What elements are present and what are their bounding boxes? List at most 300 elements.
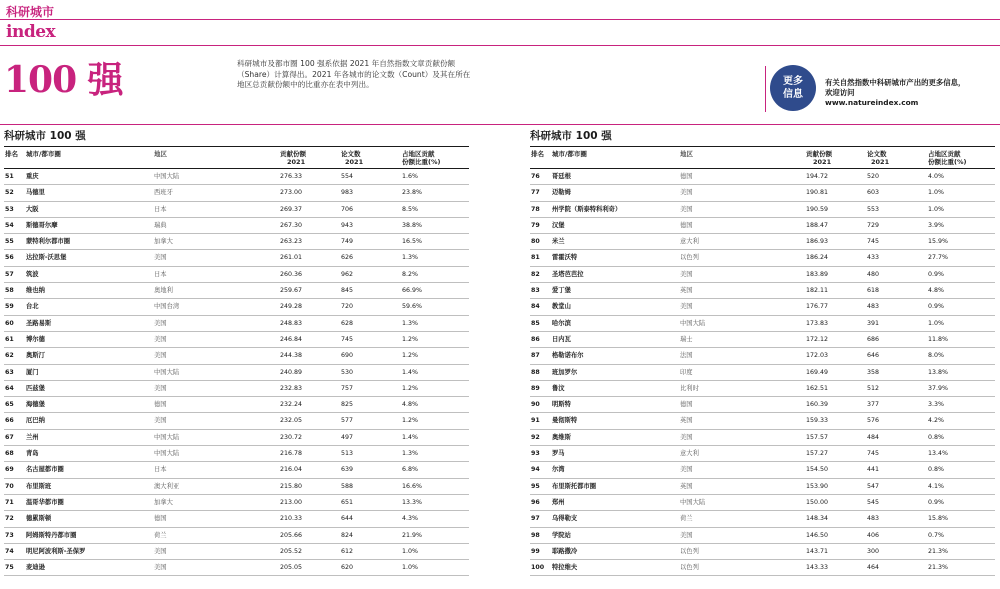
- cell-pct: 0.8%: [928, 433, 944, 441]
- table-row: [530, 544, 995, 560]
- cell-pct: 1.4%: [402, 368, 418, 376]
- cell-count: 745: [867, 450, 880, 458]
- cell-count: 530: [341, 368, 354, 376]
- cell-region: 美国: [680, 303, 693, 311]
- cell-pct: 21.9%: [402, 531, 423, 539]
- cell-count: 483: [867, 515, 880, 523]
- cell-region: 美国: [680, 205, 693, 213]
- table-row: [530, 430, 995, 446]
- cell-share: 205.52: [280, 547, 303, 555]
- cell-pct: 4.1%: [928, 482, 944, 490]
- header-pct-line1: 占地区贡献: [928, 150, 961, 158]
- cell-pct: 3.3%: [928, 401, 944, 409]
- cell-share: 261.01: [280, 254, 303, 262]
- cell-rank: 65: [5, 401, 14, 409]
- cell-share: 190.59: [806, 205, 829, 213]
- cell-rank: 62: [5, 352, 14, 360]
- cell-count: 433: [867, 254, 880, 262]
- cell-region: 加拿大: [154, 498, 173, 506]
- page-title: 100 强: [4, 59, 123, 101]
- table-row: [530, 218, 995, 234]
- cell-city: 圣路易斯: [26, 319, 52, 327]
- cell-pct: 0.9%: [928, 303, 944, 311]
- cell-rank: 97: [531, 515, 540, 523]
- cell-share: 148.34: [806, 515, 829, 523]
- cell-count: 480: [867, 270, 880, 278]
- table-row: [530, 283, 995, 299]
- cell-region: 德国: [154, 401, 167, 409]
- cell-region: 中国大陆: [154, 368, 180, 376]
- cell-pct: 4.8%: [402, 401, 418, 409]
- cell-city: 斯德哥尔摩: [26, 221, 58, 229]
- cell-pct: 8.2%: [402, 270, 418, 278]
- table-row: [530, 234, 995, 250]
- cell-region: 美国: [154, 547, 167, 555]
- cell-region: 瑞典: [154, 221, 167, 229]
- cell-rank: 56: [5, 254, 14, 262]
- cell-rank: 77: [531, 189, 540, 197]
- cell-pct: 59.6%: [402, 303, 423, 311]
- table-row: [530, 413, 995, 429]
- header-pct: [928, 151, 966, 166]
- cell-pct: 38.8%: [402, 221, 423, 229]
- table-row: [530, 381, 995, 397]
- cell-count: 513: [341, 450, 354, 458]
- table-row: [4, 413, 469, 429]
- cell-region: 美国: [680, 270, 693, 278]
- cell-pct: 0.9%: [928, 498, 944, 506]
- cell-count: 484: [867, 433, 880, 441]
- table-row: [530, 316, 995, 332]
- cell-share: 157.27: [806, 450, 829, 458]
- top-divider: [0, 19, 1000, 20]
- header-share-line1: 贡献份额: [280, 150, 306, 158]
- cell-city: 格勒诺布尔: [552, 352, 584, 360]
- cell-share: 150.00: [806, 498, 829, 506]
- cell-city: 厄巴纳: [26, 417, 45, 425]
- table-row: [4, 218, 469, 234]
- cell-pct: 4.0%: [928, 173, 944, 180]
- table-body: [4, 169, 469, 576]
- cell-count: 553: [867, 205, 880, 213]
- cell-pct: 21.3%: [928, 564, 949, 572]
- cell-share: 213.00: [280, 498, 303, 506]
- cell-region: 德国: [154, 515, 167, 523]
- cell-count: 626: [341, 254, 354, 262]
- cell-city: 马德里: [26, 189, 45, 197]
- table-row: [530, 397, 995, 413]
- cell-rank: 57: [5, 270, 14, 278]
- cell-rank: 98: [531, 531, 540, 539]
- cell-city: 奥维斯: [552, 433, 571, 441]
- cell-pct: 1.3%: [402, 254, 418, 262]
- cell-city: 雷霍沃特: [552, 254, 578, 262]
- table-row: [530, 479, 995, 495]
- cell-count: 483: [867, 303, 880, 311]
- header-share-line2: 2021: [813, 157, 832, 166]
- cell-pct: 1.0%: [928, 189, 944, 197]
- brand-label: 科研城市: [6, 5, 55, 19]
- cell-city: 维也纳: [26, 287, 45, 295]
- cell-rank: 95: [531, 482, 540, 490]
- cell-region: 比利时: [680, 384, 699, 392]
- cell-count: 646: [867, 352, 880, 360]
- cell-share: 240.89: [280, 368, 303, 376]
- cell-count: 720: [341, 303, 354, 311]
- cell-rank: 91: [531, 417, 540, 425]
- cell-city: 爱丁堡: [552, 287, 571, 295]
- cell-region: 美国: [154, 335, 167, 343]
- cell-pct: 1.0%: [402, 564, 418, 572]
- cell-rank: 67: [5, 433, 14, 441]
- cell-rank: 52: [5, 189, 14, 197]
- cell-region: 德国: [680, 173, 693, 180]
- ranking-table-left: [4, 129, 469, 576]
- more-info-badge-line1: 更多: [783, 76, 803, 87]
- cell-pct: 16.5%: [402, 238, 423, 246]
- cell-city: 奥斯汀: [26, 352, 45, 360]
- cell-share: 173.83: [806, 319, 829, 327]
- cell-rank: 68: [5, 450, 14, 458]
- table-row: [4, 511, 469, 527]
- cell-rank: 79: [531, 221, 540, 229]
- cell-rank: 51: [5, 173, 14, 180]
- header-region: 地区: [154, 150, 167, 158]
- cell-city: 耶路撒冷: [552, 547, 578, 555]
- cell-pct: 0.9%: [928, 270, 944, 278]
- cell-region: 法国: [680, 352, 693, 360]
- cell-count: 757: [341, 384, 354, 392]
- cell-city: 特拉维夫: [552, 564, 578, 572]
- cell-count: 464: [867, 564, 880, 572]
- more-info-badge-line2: 信息: [783, 89, 803, 100]
- cell-share: 172.12: [806, 335, 829, 343]
- cell-rank: 92: [531, 433, 540, 441]
- header-pct-line1: 占地区贡献: [402, 150, 435, 158]
- table-row: [530, 560, 995, 576]
- cell-count: 512: [867, 384, 880, 392]
- cell-share: 190.81: [806, 189, 829, 197]
- table-row: [530, 185, 995, 201]
- more-info-text: [825, 78, 995, 108]
- table-title: 科研城市 100 强: [530, 130, 612, 142]
- cell-rank: 93: [531, 450, 540, 458]
- cell-pct: 15.9%: [928, 238, 949, 246]
- cell-rank: 83: [531, 287, 540, 295]
- cell-rank: 75: [5, 564, 14, 572]
- table-row: [4, 446, 469, 462]
- cell-region: 美国: [154, 564, 167, 572]
- cell-count: 749: [341, 238, 354, 246]
- table-row: [4, 544, 469, 560]
- cell-region: 日本: [154, 466, 167, 474]
- cell-rank: 63: [5, 368, 14, 376]
- cell-share: 183.89: [806, 270, 829, 278]
- cell-region: 中国大陆: [154, 433, 180, 441]
- cell-region: 日本: [154, 205, 167, 213]
- cell-city: 曼彻斯特: [552, 417, 578, 425]
- cell-pct: 27.7%: [928, 254, 949, 262]
- cell-pct: 1.3%: [402, 319, 418, 327]
- cell-pct: 16.6%: [402, 482, 423, 490]
- cell-pct: 1.6%: [402, 173, 418, 180]
- cell-rank: 71: [5, 498, 14, 506]
- cell-rank: 86: [531, 335, 540, 343]
- cell-rank: 94: [531, 466, 540, 474]
- table-row: [4, 560, 469, 576]
- cell-city: 汉堡: [552, 221, 565, 229]
- cell-city: 班加罗尔: [552, 368, 578, 376]
- cell-count: 825: [341, 401, 354, 409]
- cell-rank: 54: [5, 221, 14, 229]
- cell-region: 日本: [154, 270, 167, 278]
- cell-pct: 1.0%: [928, 205, 944, 213]
- table-row: [530, 365, 995, 381]
- cell-region: 中国大陆: [154, 173, 180, 180]
- cell-rank: 60: [5, 319, 14, 327]
- cell-city: 大阪: [26, 205, 39, 213]
- cell-city: 明斯特: [552, 401, 571, 409]
- cell-region: 美国: [154, 254, 167, 262]
- cell-pct: 13.3%: [402, 498, 423, 506]
- cell-region: 中国大陆: [680, 498, 706, 506]
- cell-city: 德累斯顿: [26, 515, 52, 523]
- cell-region: 美国: [154, 384, 167, 392]
- header-share: [806, 151, 832, 166]
- cell-region: 德国: [680, 401, 693, 409]
- cell-rank: 59: [5, 303, 14, 311]
- cell-count: 612: [341, 547, 354, 555]
- cell-share: 146.50: [806, 531, 829, 539]
- cell-pct: 4.3%: [402, 515, 418, 523]
- cell-share: 246.84: [280, 335, 303, 343]
- cell-pct: 1.0%: [928, 319, 944, 327]
- cell-city: 阿姆斯特丹都市圈: [26, 531, 77, 539]
- header-count-line2: 2021: [345, 157, 364, 166]
- cell-city: 米兰: [552, 238, 565, 246]
- cell-rank: 76: [531, 173, 540, 180]
- cell-share: 188.47: [806, 221, 829, 229]
- table-body: [530, 169, 995, 576]
- cell-pct: 15.8%: [928, 515, 949, 523]
- cell-city: 海德堡: [26, 401, 45, 409]
- cell-rank: 74: [5, 547, 14, 555]
- cell-city: 青岛: [26, 450, 39, 458]
- cell-pct: 37.9%: [928, 384, 949, 392]
- cell-city: 台北: [26, 303, 39, 311]
- cell-city: 州学院（斯泰特科利奇）: [552, 205, 622, 213]
- header-city: 城市/都市圈: [26, 150, 61, 158]
- cell-count: 729: [867, 221, 880, 229]
- cell-region: 美国: [680, 466, 693, 474]
- cell-region: 中国大陆: [680, 319, 706, 327]
- cell-region: 以色列: [680, 254, 699, 262]
- cell-rank: 82: [531, 270, 540, 278]
- cell-share: 269.37: [280, 205, 303, 213]
- cell-pct: 66.9%: [402, 287, 423, 295]
- cell-region: 美国: [680, 433, 693, 441]
- cell-share: 216.78: [280, 450, 303, 458]
- cell-pct: 8.0%: [928, 352, 944, 360]
- cell-count: 644: [341, 515, 354, 523]
- cell-count: 391: [867, 319, 880, 327]
- cell-count: 377: [867, 401, 880, 409]
- cell-rank: 90: [531, 401, 540, 409]
- cell-share: 157.57: [806, 433, 829, 441]
- cell-city: 学院站: [552, 531, 571, 539]
- cell-share: 182.11: [806, 287, 829, 295]
- table-row: [4, 495, 469, 511]
- table-row: [530, 169, 995, 185]
- table-row: [4, 381, 469, 397]
- cell-city: 哥廷根: [552, 173, 571, 180]
- cell-pct: 1.2%: [402, 335, 418, 343]
- cell-region: 印度: [680, 368, 693, 376]
- cell-rank: 85: [531, 319, 540, 327]
- cell-city: 兰州: [26, 433, 39, 441]
- cell-region: 意大利: [680, 450, 699, 458]
- cell-city: 罗马: [552, 450, 565, 458]
- table-row: [4, 332, 469, 348]
- cell-rank: 78: [531, 205, 540, 213]
- cell-count: 745: [341, 335, 354, 343]
- more-info-line1: 有关自然指数中科研城市产出的更多信息，: [825, 78, 966, 87]
- cell-pct: 0.7%: [928, 531, 944, 539]
- cell-city: 达拉斯-沃思堡: [26, 254, 67, 262]
- cell-share: 205.05: [280, 564, 303, 572]
- ranking-table-right: [530, 129, 995, 576]
- cell-share: 276.33: [280, 173, 303, 180]
- cell-count: 824: [341, 531, 354, 539]
- cell-region: 意大利: [680, 238, 699, 246]
- cell-city: 教堂山: [552, 303, 571, 311]
- cell-share: 160.39: [806, 401, 829, 409]
- cell-count: 686: [867, 335, 880, 343]
- cell-count: 639: [341, 466, 354, 474]
- table-row: [530, 495, 995, 511]
- cell-count: 554: [341, 173, 354, 180]
- cell-rank: 81: [531, 254, 540, 262]
- header-city: 城市/都市圈: [552, 150, 587, 158]
- cell-rank: 89: [531, 384, 540, 392]
- table-row: [530, 267, 995, 283]
- cell-share: 215.80: [280, 482, 303, 490]
- table-row: [4, 479, 469, 495]
- cell-count: 300: [867, 547, 880, 555]
- cell-region: 奥地利: [154, 287, 173, 295]
- cell-share: 154.50: [806, 466, 829, 474]
- cell-count: 577: [341, 417, 354, 425]
- table-header: [530, 147, 995, 169]
- cell-count: 547: [867, 482, 880, 490]
- cell-count: 406: [867, 531, 880, 539]
- cell-share: 273.00: [280, 189, 303, 197]
- cell-pct: 13.4%: [928, 450, 949, 458]
- table-row: [530, 299, 995, 315]
- cell-count: 520: [867, 173, 880, 180]
- cell-rank: 58: [5, 287, 14, 295]
- cell-city: 匹兹堡: [26, 384, 45, 392]
- cell-region: 加拿大: [154, 238, 173, 246]
- cell-pct: 1.2%: [402, 417, 418, 425]
- cell-count: 576: [867, 417, 880, 425]
- table-row: [4, 462, 469, 478]
- cell-rank: 73: [5, 531, 14, 539]
- cell-city: 博尔德: [26, 335, 45, 343]
- cell-pct: 1.3%: [402, 450, 418, 458]
- header-share: [280, 151, 306, 166]
- cell-rank: 80: [531, 238, 540, 246]
- cell-rank: 100: [531, 564, 545, 572]
- cell-region: 美国: [154, 417, 167, 425]
- cell-share: 205.66: [280, 531, 303, 539]
- table-row: [530, 528, 995, 544]
- cell-pct: 1.2%: [402, 352, 418, 360]
- cell-pct: 8.5%: [402, 205, 418, 213]
- header-pct: [402, 151, 440, 166]
- cell-share: 162.51: [806, 384, 829, 392]
- cell-region: 澳大利亚: [154, 482, 180, 490]
- cell-region: 德国: [680, 221, 693, 229]
- cell-region: 瑞士: [680, 335, 693, 343]
- cell-count: 618: [867, 287, 880, 295]
- header-rank: 排名: [531, 150, 544, 158]
- table-row: [4, 283, 469, 299]
- table-row: [4, 528, 469, 544]
- table-row: [530, 348, 995, 364]
- table-row: [530, 250, 995, 266]
- cell-rank: 53: [5, 205, 14, 213]
- cell-pct: 13.8%: [928, 368, 949, 376]
- cell-pct: 21.3%: [928, 547, 949, 555]
- cell-share: 267.30: [280, 221, 303, 229]
- more-info-badge[interactable]: [770, 65, 816, 111]
- cell-city: 麦迪逊: [26, 564, 45, 572]
- cell-share: 194.72: [806, 173, 829, 180]
- header-count: [341, 151, 363, 166]
- cell-share: 210.33: [280, 515, 303, 523]
- cell-city: 筑波: [26, 270, 39, 278]
- cell-pct: 4.8%: [928, 287, 944, 295]
- cell-region: 西班牙: [154, 189, 173, 197]
- table-row: [4, 430, 469, 446]
- cell-pct: 1.2%: [402, 384, 418, 392]
- cell-count: 690: [341, 352, 354, 360]
- cell-region: 荷兰: [680, 515, 693, 523]
- cell-city: 布里斯班: [26, 482, 52, 490]
- header-count-line1: 论文数: [341, 150, 361, 158]
- cell-share: 159.33: [806, 417, 829, 425]
- cell-count: 983: [341, 189, 354, 197]
- cell-rank: 70: [5, 482, 14, 490]
- table-row: [530, 462, 995, 478]
- cell-share: 176.77: [806, 303, 829, 311]
- more-info-url[interactable]: www.natureindex.com: [825, 98, 919, 107]
- more-info-divider: [765, 66, 766, 112]
- table-title: 科研城市 100 强: [4, 130, 86, 142]
- intro-paragraph: 科研城市及都市圈 100 强系依据 2021 年自然指数文章贡献份额（Share）计算得出。2021 年各城市的论文数（Count）及其在所在地区总贡献份额中的比重亦在表中列出。: [237, 59, 471, 89]
- table-row: [530, 446, 995, 462]
- cell-city: 尔湾: [552, 466, 565, 474]
- cell-city: 厦门: [26, 368, 39, 376]
- cell-region: 英国: [680, 287, 693, 295]
- header-region: 地区: [680, 150, 693, 158]
- cell-share: 186.93: [806, 238, 829, 246]
- cell-rank: 88: [531, 368, 540, 376]
- cell-count: 588: [341, 482, 354, 490]
- cell-share: 232.05: [280, 417, 303, 425]
- table-row: [4, 316, 469, 332]
